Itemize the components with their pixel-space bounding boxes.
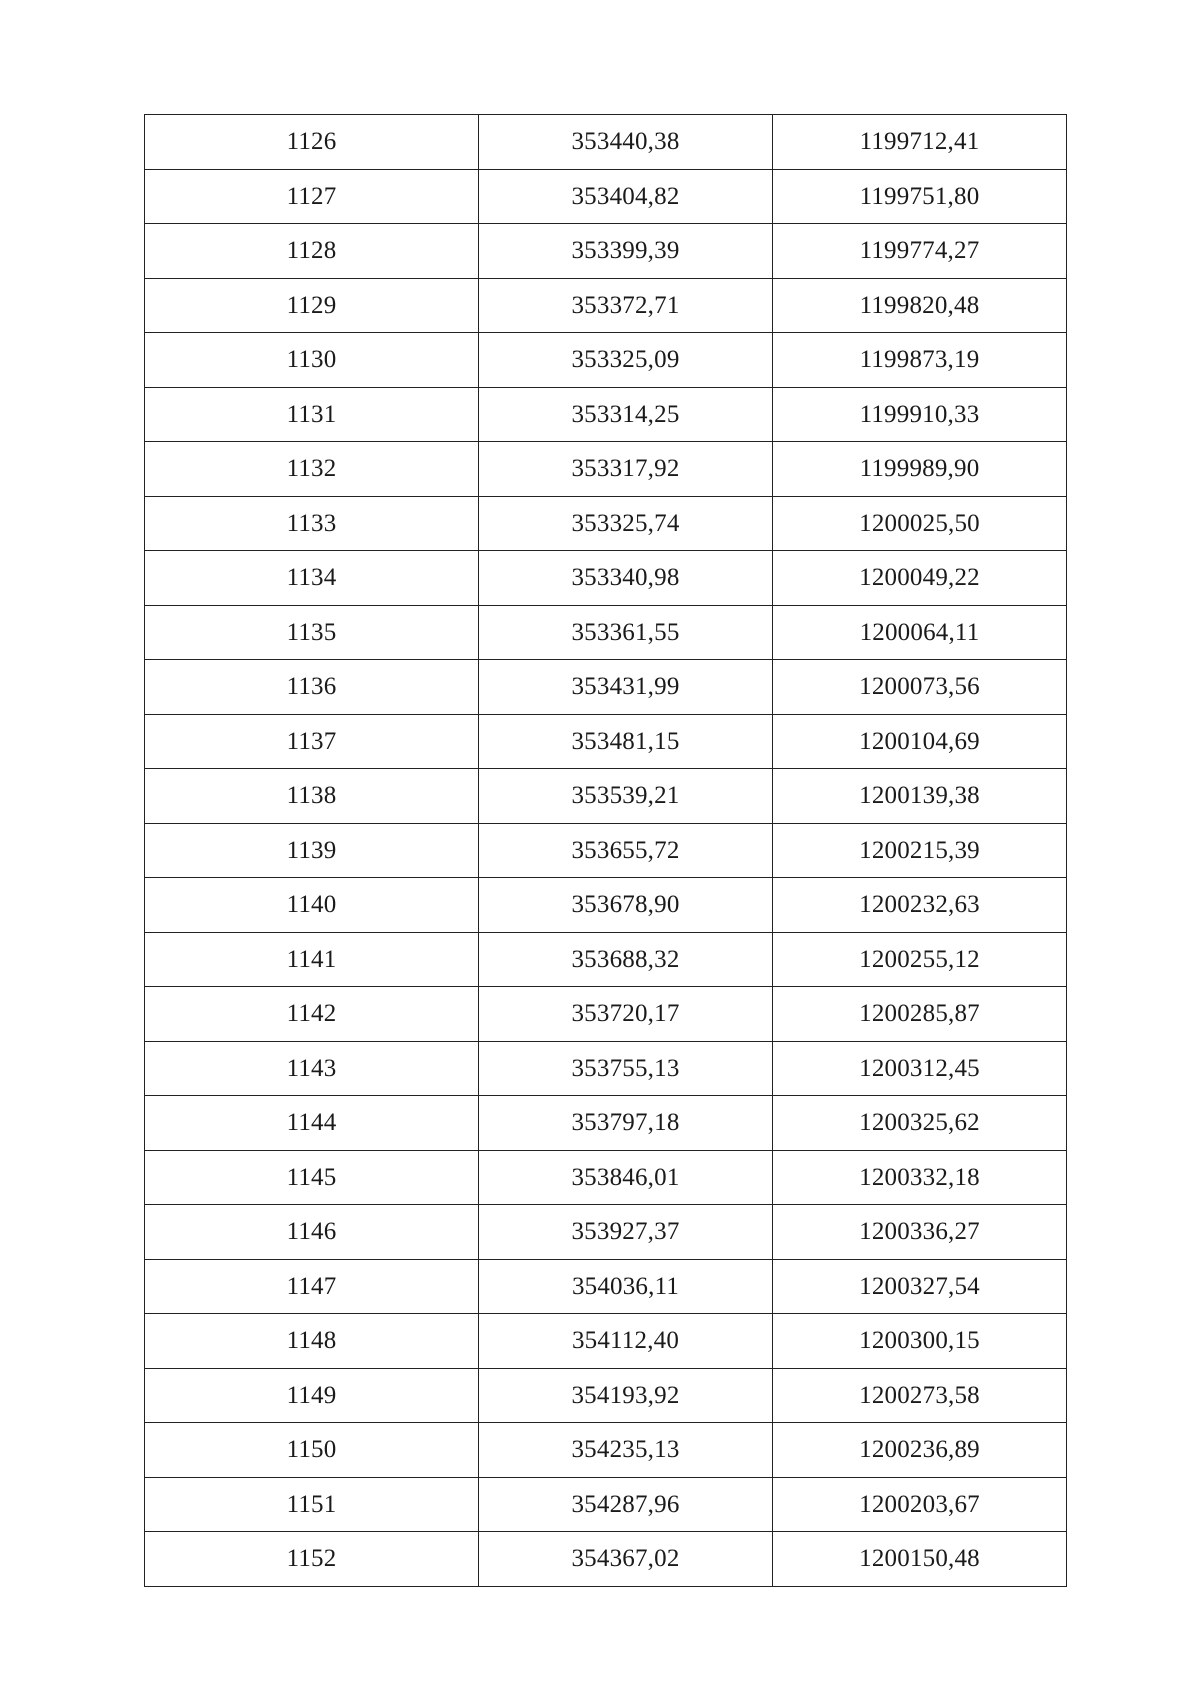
y-coordinate-cell: 1199873,19 bbox=[773, 333, 1067, 388]
table-row bbox=[145, 769, 1067, 824]
table-row bbox=[145, 878, 1067, 933]
x-coordinate-cell: 354287,96 bbox=[479, 1477, 773, 1532]
table-row bbox=[145, 987, 1067, 1042]
y-coordinate-cell: 1199820,48 bbox=[773, 278, 1067, 333]
x-coordinate-cell: 353539,21 bbox=[479, 769, 773, 824]
y-coordinate-cell: 1200327,54 bbox=[773, 1259, 1067, 1314]
y-coordinate-cell: 1200025,50 bbox=[773, 496, 1067, 551]
table-row bbox=[145, 169, 1067, 224]
y-coordinate-cell: 1199910,33 bbox=[773, 387, 1067, 442]
table-row bbox=[145, 1259, 1067, 1314]
table-row bbox=[145, 714, 1067, 769]
x-coordinate-cell: 353361,55 bbox=[479, 605, 773, 660]
x-coordinate-cell: 353846,01 bbox=[479, 1150, 773, 1205]
x-coordinate-cell: 353688,32 bbox=[479, 932, 773, 987]
x-coordinate-cell: 353481,15 bbox=[479, 714, 773, 769]
x-coordinate-cell: 353399,39 bbox=[479, 224, 773, 279]
table-row bbox=[145, 1423, 1067, 1478]
point-number-cell: 1150 bbox=[145, 1423, 479, 1478]
point-number-cell: 1151 bbox=[145, 1477, 479, 1532]
coordinates-table-body bbox=[145, 115, 1067, 1587]
table-row bbox=[145, 224, 1067, 279]
point-number-cell: 1128 bbox=[145, 224, 479, 279]
y-coordinate-cell: 1200203,67 bbox=[773, 1477, 1067, 1532]
point-number-cell: 1137 bbox=[145, 714, 479, 769]
x-coordinate-cell: 353755,13 bbox=[479, 1041, 773, 1096]
table-row bbox=[145, 1205, 1067, 1260]
table-row bbox=[145, 1532, 1067, 1587]
x-coordinate-cell: 353372,71 bbox=[479, 278, 773, 333]
point-number-cell: 1140 bbox=[145, 878, 479, 933]
y-coordinate-cell: 1200336,27 bbox=[773, 1205, 1067, 1260]
point-number-cell: 1130 bbox=[145, 333, 479, 388]
table-row bbox=[145, 1041, 1067, 1096]
table-row bbox=[145, 823, 1067, 878]
x-coordinate-cell: 353797,18 bbox=[479, 1096, 773, 1151]
y-coordinate-cell: 1200073,56 bbox=[773, 660, 1067, 715]
table-row bbox=[145, 932, 1067, 987]
point-number-cell: 1126 bbox=[145, 115, 479, 170]
table-row bbox=[145, 660, 1067, 715]
point-number-cell: 1139 bbox=[145, 823, 479, 878]
point-number-cell: 1148 bbox=[145, 1314, 479, 1369]
x-coordinate-cell: 353431,99 bbox=[479, 660, 773, 715]
point-number-cell: 1143 bbox=[145, 1041, 479, 1096]
y-coordinate-cell: 1200312,45 bbox=[773, 1041, 1067, 1096]
y-coordinate-cell: 1199774,27 bbox=[773, 224, 1067, 279]
point-number-cell: 1132 bbox=[145, 442, 479, 497]
y-coordinate-cell: 1200064,11 bbox=[773, 605, 1067, 660]
x-coordinate-cell: 353927,37 bbox=[479, 1205, 773, 1260]
table-row bbox=[145, 278, 1067, 333]
x-coordinate-cell: 354036,11 bbox=[479, 1259, 773, 1314]
point-number-cell: 1131 bbox=[145, 387, 479, 442]
table-row bbox=[145, 605, 1067, 660]
y-coordinate-cell: 1200139,38 bbox=[773, 769, 1067, 824]
y-coordinate-cell: 1199751,80 bbox=[773, 169, 1067, 224]
point-number-cell: 1144 bbox=[145, 1096, 479, 1151]
x-coordinate-cell: 353404,82 bbox=[479, 169, 773, 224]
x-coordinate-cell: 353325,09 bbox=[479, 333, 773, 388]
x-coordinate-cell: 354112,40 bbox=[479, 1314, 773, 1369]
y-coordinate-cell: 1200285,87 bbox=[773, 987, 1067, 1042]
x-coordinate-cell: 353440,38 bbox=[479, 115, 773, 170]
point-number-cell: 1136 bbox=[145, 660, 479, 715]
table-row bbox=[145, 1368, 1067, 1423]
x-coordinate-cell: 354235,13 bbox=[479, 1423, 773, 1478]
x-coordinate-cell: 354193,92 bbox=[479, 1368, 773, 1423]
y-coordinate-cell: 1199989,90 bbox=[773, 442, 1067, 497]
table-row bbox=[145, 1314, 1067, 1369]
table-row bbox=[145, 496, 1067, 551]
y-coordinate-cell: 1200236,89 bbox=[773, 1423, 1067, 1478]
table-row bbox=[145, 387, 1067, 442]
table-row bbox=[145, 442, 1067, 497]
x-coordinate-cell: 353325,74 bbox=[479, 496, 773, 551]
point-number-cell: 1152 bbox=[145, 1532, 479, 1587]
table-row bbox=[145, 333, 1067, 388]
y-coordinate-cell: 1200232,63 bbox=[773, 878, 1067, 933]
point-number-cell: 1134 bbox=[145, 551, 479, 606]
coordinates-table bbox=[144, 114, 1067, 1587]
y-coordinate-cell: 1200215,39 bbox=[773, 823, 1067, 878]
x-coordinate-cell: 353678,90 bbox=[479, 878, 773, 933]
y-coordinate-cell: 1200049,22 bbox=[773, 551, 1067, 606]
point-number-cell: 1147 bbox=[145, 1259, 479, 1314]
y-coordinate-cell: 1200332,18 bbox=[773, 1150, 1067, 1205]
y-coordinate-cell: 1200255,12 bbox=[773, 932, 1067, 987]
point-number-cell: 1129 bbox=[145, 278, 479, 333]
table-row bbox=[145, 1150, 1067, 1205]
y-coordinate-cell: 1200300,15 bbox=[773, 1314, 1067, 1369]
point-number-cell: 1127 bbox=[145, 169, 479, 224]
y-coordinate-cell: 1200104,69 bbox=[773, 714, 1067, 769]
point-number-cell: 1141 bbox=[145, 932, 479, 987]
point-number-cell: 1149 bbox=[145, 1368, 479, 1423]
y-coordinate-cell: 1200150,48 bbox=[773, 1532, 1067, 1587]
point-number-cell: 1133 bbox=[145, 496, 479, 551]
table-row bbox=[145, 115, 1067, 170]
x-coordinate-cell: 353314,25 bbox=[479, 387, 773, 442]
x-coordinate-cell: 353720,17 bbox=[479, 987, 773, 1042]
point-number-cell: 1142 bbox=[145, 987, 479, 1042]
point-number-cell: 1135 bbox=[145, 605, 479, 660]
x-coordinate-cell: 353317,92 bbox=[479, 442, 773, 497]
y-coordinate-cell: 1200273,58 bbox=[773, 1368, 1067, 1423]
y-coordinate-cell: 1200325,62 bbox=[773, 1096, 1067, 1151]
point-number-cell: 1146 bbox=[145, 1205, 479, 1260]
x-coordinate-cell: 353655,72 bbox=[479, 823, 773, 878]
table-row bbox=[145, 1477, 1067, 1532]
x-coordinate-cell: 354367,02 bbox=[479, 1532, 773, 1587]
point-number-cell: 1145 bbox=[145, 1150, 479, 1205]
table-row bbox=[145, 1096, 1067, 1151]
y-coordinate-cell: 1199712,41 bbox=[773, 115, 1067, 170]
point-number-cell: 1138 bbox=[145, 769, 479, 824]
table-row bbox=[145, 551, 1067, 606]
x-coordinate-cell: 353340,98 bbox=[479, 551, 773, 606]
